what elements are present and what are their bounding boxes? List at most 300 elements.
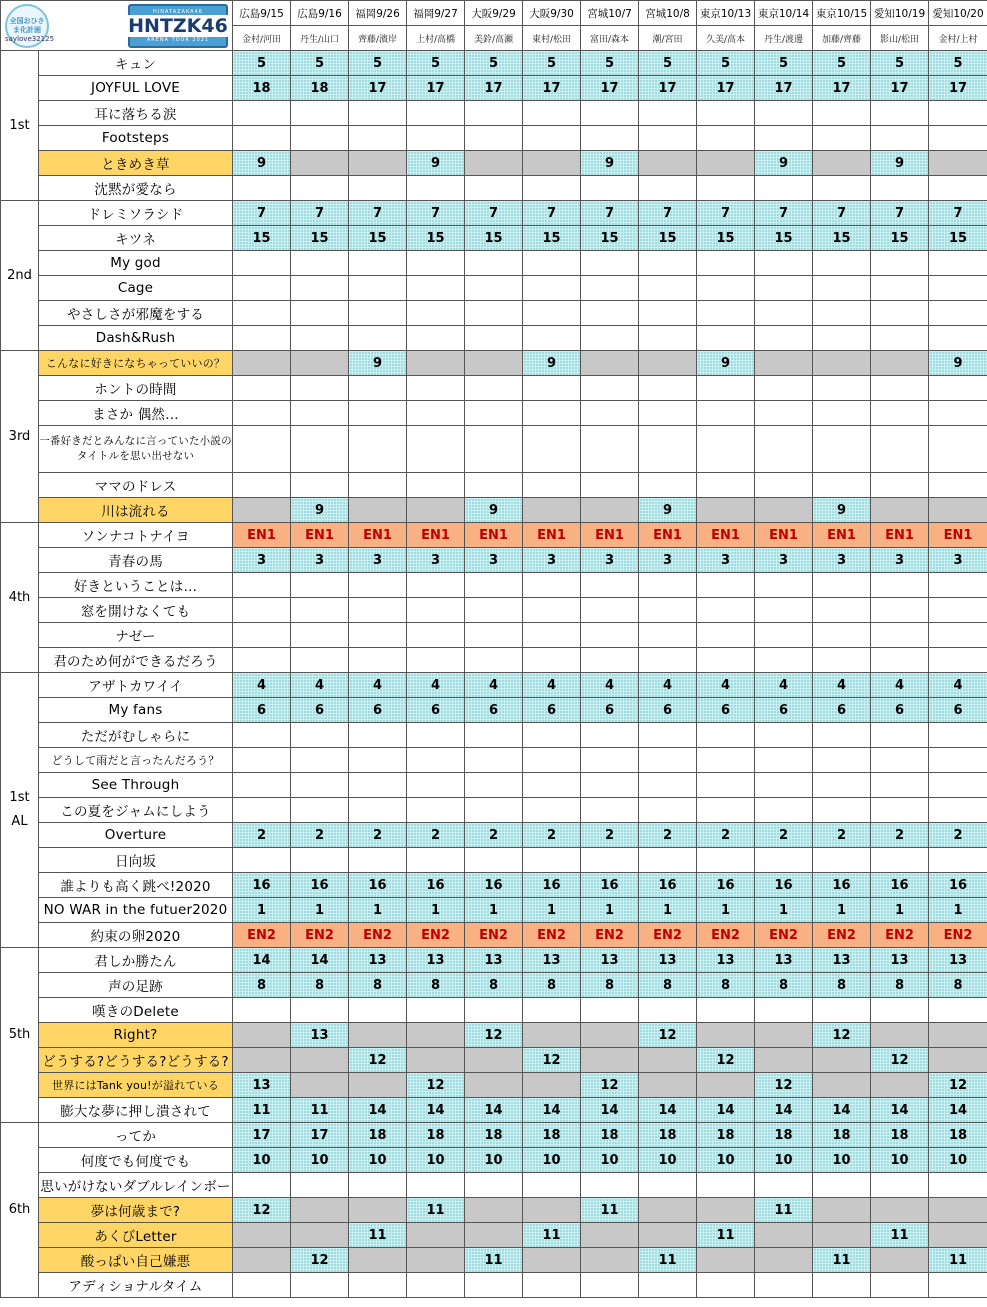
empty-cell: [523, 376, 581, 401]
setlist-order-cell: 10: [233, 1148, 291, 1173]
setlist-order-cell: 15: [233, 226, 291, 251]
setlist-order-cell: 8: [813, 973, 871, 998]
empty-cell: [813, 326, 871, 351]
empty-cell: [291, 426, 349, 473]
setlist-order-cell: 15: [349, 226, 407, 251]
empty-cell: [291, 376, 349, 401]
song-title: 何度でも何度でも: [39, 1148, 233, 1173]
empty-cell: [291, 773, 349, 798]
empty-cell: [813, 798, 871, 823]
setlist-order-cell: 5: [871, 51, 929, 76]
empty-cell: [813, 101, 871, 126]
setlist-order-cell: 13: [639, 948, 697, 973]
setlist-order-cell: 18: [871, 1123, 929, 1148]
setlist-order-cell: 7: [291, 201, 349, 226]
empty-cell: [523, 773, 581, 798]
empty-cell: [639, 326, 697, 351]
empty-cell: [407, 473, 465, 498]
setlist-order-cell: 9: [291, 498, 349, 523]
not-performed-cell: [407, 1023, 465, 1048]
setlist-order-cell: 17: [233, 1123, 291, 1148]
empty-cell: [233, 798, 291, 823]
song-row: [1, 151, 987, 176]
empty-cell: [813, 426, 871, 473]
setlist-order-cell: 7: [639, 201, 697, 226]
empty-cell: [929, 326, 987, 351]
empty-cell: [407, 648, 465, 673]
song-title: 酸っぱい自己嫌悪: [39, 1248, 233, 1273]
setlist-order-cell: 17: [697, 76, 755, 101]
song-title: ドレミソラシド: [39, 201, 233, 226]
empty-cell: [291, 648, 349, 673]
not-performed-cell: [407, 1048, 465, 1073]
not-performed-cell: [697, 1023, 755, 1048]
venue-header: 広島9/15: [233, 1, 291, 26]
song-title: 夢は何歳まで?: [39, 1198, 233, 1223]
empty-cell: [465, 573, 523, 598]
not-performed-cell: [639, 351, 697, 376]
song-row: [1, 998, 987, 1023]
setlist-order-cell: 10: [697, 1148, 755, 1173]
setlist-order-cell: 3: [755, 548, 813, 573]
empty-cell: [465, 623, 523, 648]
setlist-order-cell: 5: [523, 51, 581, 76]
empty-cell: [813, 998, 871, 1023]
song-title: ママのドレス: [39, 473, 233, 498]
empty-cell: [233, 401, 291, 426]
empty-cell: [755, 426, 813, 473]
setlist-order-cell: 14: [697, 1098, 755, 1123]
empty-cell: [581, 426, 639, 473]
setlist-order-cell: 1: [929, 898, 987, 923]
empty-cell: [233, 301, 291, 326]
setlist-order-cell: 14: [871, 1098, 929, 1123]
song-row: [1, 873, 987, 898]
empty-cell: [233, 176, 291, 201]
song-title: Footsteps: [39, 126, 233, 151]
song-row: [1, 1198, 987, 1223]
empty-cell: [697, 326, 755, 351]
setlist-order-cell: 5: [929, 51, 987, 76]
setlist-order-cell: 5: [697, 51, 755, 76]
song-row: [1, 798, 987, 823]
empty-cell: [755, 276, 813, 301]
not-performed-cell: [871, 1198, 929, 1223]
not-performed-cell: [523, 498, 581, 523]
not-performed-cell: [755, 498, 813, 523]
setlist-order-cell: 12: [813, 1023, 871, 1048]
empty-cell: [697, 251, 755, 276]
setlist-order-cell: 4: [639, 673, 697, 698]
setlist-order-cell: 16: [813, 873, 871, 898]
encore-cell: EN2: [755, 923, 813, 948]
song-title: 約束の卵2020: [39, 923, 233, 948]
empty-cell: [465, 101, 523, 126]
empty-cell: [523, 426, 581, 473]
setlist-order-cell: 7: [349, 201, 407, 226]
setlist-order-cell: 8: [755, 973, 813, 998]
setlist-order-cell: 8: [871, 973, 929, 998]
empty-cell: [233, 126, 291, 151]
setlist-order-cell: 4: [291, 673, 349, 698]
empty-cell: [697, 998, 755, 1023]
empty-cell: [407, 276, 465, 301]
setlist-order-cell: 14: [639, 1098, 697, 1123]
song-title: 思いがけないダブルレインボー: [39, 1173, 233, 1198]
not-performed-cell: [929, 1223, 987, 1248]
empty-cell: [349, 573, 407, 598]
setlist-order-cell: 7: [697, 201, 755, 226]
empty-cell: [871, 126, 929, 151]
setlist-order-cell: 9: [755, 151, 813, 176]
not-performed-cell: [291, 151, 349, 176]
setlist-order-cell: 11: [523, 1223, 581, 1248]
empty-cell: [291, 301, 349, 326]
setlist-order-cell: 6: [813, 698, 871, 723]
setlist-order-cell: 14: [465, 1098, 523, 1123]
setlist-order-cell: 2: [291, 823, 349, 848]
song-row: [1, 326, 987, 351]
setlist-order-cell: 1: [523, 898, 581, 923]
setlist-order-cell: 11: [697, 1223, 755, 1248]
empty-cell: [523, 301, 581, 326]
setlist-order-cell: 18: [233, 76, 291, 101]
setlist-order-cell: 16: [523, 873, 581, 898]
empty-cell: [291, 251, 349, 276]
setlist-order-cell: 14: [929, 1098, 987, 1123]
setlist-order-cell: 6: [697, 698, 755, 723]
empty-cell: [581, 1173, 639, 1198]
setlist-order-cell: 13: [407, 948, 465, 973]
encore-cell: EN2: [929, 923, 987, 948]
empty-cell: [291, 723, 349, 748]
empty-cell: [291, 401, 349, 426]
empty-cell: [697, 598, 755, 623]
setlist-order-cell: 2: [581, 823, 639, 848]
setlist-order-cell: 1: [639, 898, 697, 923]
mc-members-header: 潮/宮田: [639, 26, 697, 51]
empty-cell: [465, 773, 523, 798]
setlist-order-cell: 6: [929, 698, 987, 723]
setlist-order-cell: 10: [523, 1148, 581, 1173]
empty-cell: [349, 773, 407, 798]
setlist-order-cell: 4: [871, 673, 929, 698]
setlist-order-cell: 7: [581, 201, 639, 226]
empty-cell: [523, 101, 581, 126]
empty-cell: [349, 401, 407, 426]
setlist-order-cell: 8: [407, 973, 465, 998]
empty-cell: [581, 998, 639, 1023]
empty-cell: [697, 376, 755, 401]
empty-cell: [697, 473, 755, 498]
setlist-order-cell: 4: [465, 673, 523, 698]
song-title: あくびLetter: [39, 1223, 233, 1248]
not-performed-cell: [523, 1073, 581, 1098]
setlist-order-cell: 11: [349, 1223, 407, 1248]
venue-header: 広島9/16: [291, 1, 349, 26]
not-performed-cell: [639, 151, 697, 176]
song-title: アザトカワイイ: [39, 673, 233, 698]
empty-cell: [871, 798, 929, 823]
empty-cell: [755, 623, 813, 648]
empty-cell: [755, 251, 813, 276]
setlist-order-cell: 15: [755, 226, 813, 251]
empty-cell: [349, 176, 407, 201]
not-performed-cell: [755, 1023, 813, 1048]
empty-cell: [465, 648, 523, 673]
song-row: [1, 1023, 987, 1048]
mc-members-header: 齊藤/濱岸: [349, 26, 407, 51]
setlist-order-cell: 2: [755, 823, 813, 848]
setlist-order-cell: 17: [755, 76, 813, 101]
setlist-order-cell: 10: [871, 1148, 929, 1173]
setlist-order-cell: 15: [813, 226, 871, 251]
empty-cell: [523, 623, 581, 648]
empty-cell: [407, 848, 465, 873]
setlist-order-cell: 12: [291, 1248, 349, 1273]
not-performed-cell: [871, 498, 929, 523]
empty-cell: [813, 276, 871, 301]
song-row: [1, 1148, 987, 1173]
song-row: [1, 748, 987, 773]
venue-header: 福岡9/27: [407, 1, 465, 26]
setlist-order-cell: 15: [523, 226, 581, 251]
song-title: 川は流れる: [39, 498, 233, 523]
empty-cell: [465, 251, 523, 276]
not-performed-cell: [929, 151, 987, 176]
empty-cell: [465, 426, 523, 473]
not-performed-cell: [407, 498, 465, 523]
encore-cell: EN1: [233, 523, 291, 548]
empty-cell: [349, 376, 407, 401]
not-performed-cell: [813, 151, 871, 176]
tour-logo-circle: 全国おひさま化計画: [5, 4, 49, 48]
song-title: Cage: [39, 276, 233, 301]
not-performed-cell: [813, 1198, 871, 1223]
empty-cell: [639, 426, 697, 473]
empty-cell: [465, 473, 523, 498]
mc-members-header: 富田/森本: [581, 26, 639, 51]
empty-cell: [291, 1173, 349, 1198]
setlist-order-cell: 18: [523, 1123, 581, 1148]
setlist-order-cell: 14: [233, 948, 291, 973]
not-performed-cell: [349, 1198, 407, 1223]
setlist-order-cell: 17: [581, 76, 639, 101]
empty-cell: [581, 101, 639, 126]
empty-cell: [523, 798, 581, 823]
not-performed-cell: [407, 351, 465, 376]
setlist-order-cell: 5: [639, 51, 697, 76]
setlist-order-cell: 2: [523, 823, 581, 848]
setlist-order-cell: 17: [929, 76, 987, 101]
empty-cell: [639, 998, 697, 1023]
encore-cell: EN2: [871, 923, 929, 948]
empty-cell: [755, 848, 813, 873]
mc-members-header: 影山/松田: [871, 26, 929, 51]
setlist-order-cell: 12: [523, 1048, 581, 1073]
empty-cell: [755, 101, 813, 126]
song-row: [1, 1048, 987, 1073]
setlist-order-cell: 8: [291, 973, 349, 998]
setlist-order-cell: 17: [349, 76, 407, 101]
album-section-label: 6th: [1, 1123, 39, 1298]
empty-cell: [813, 126, 871, 151]
empty-cell: [581, 798, 639, 823]
song-title: JOYFUL LOVE: [39, 76, 233, 101]
setlist-order-cell: 9: [523, 351, 581, 376]
empty-cell: [581, 326, 639, 351]
song-row: [1, 598, 987, 623]
setlist-order-cell: 15: [465, 226, 523, 251]
setlist-order-cell: 16: [233, 873, 291, 898]
setlist-order-cell: 16: [581, 873, 639, 898]
setlist-order-cell: 18: [465, 1123, 523, 1148]
song-title: Overture: [39, 823, 233, 848]
song-title: 窓を開けなくても: [39, 598, 233, 623]
empty-cell: [639, 748, 697, 773]
empty-cell: [755, 798, 813, 823]
not-performed-cell: [349, 1073, 407, 1098]
setlist-order-cell: 7: [755, 201, 813, 226]
empty-cell: [929, 426, 987, 473]
setlist-order-cell: 5: [465, 51, 523, 76]
empty-cell: [755, 998, 813, 1023]
empty-cell: [349, 848, 407, 873]
not-performed-cell: [697, 1248, 755, 1273]
setlist-order-cell: 15: [407, 226, 465, 251]
empty-cell: [523, 326, 581, 351]
empty-cell: [639, 376, 697, 401]
empty-cell: [929, 598, 987, 623]
setlist-order-cell: 7: [233, 201, 291, 226]
setlist-order-cell: 14: [581, 1098, 639, 1123]
empty-cell: [639, 176, 697, 201]
empty-cell: [929, 998, 987, 1023]
empty-cell: [871, 773, 929, 798]
album-section-label: 4th: [1, 523, 39, 673]
song-title: キュン: [39, 51, 233, 76]
empty-cell: [871, 1173, 929, 1198]
empty-cell: [523, 176, 581, 201]
not-performed-cell: [871, 1023, 929, 1048]
empty-cell: [755, 773, 813, 798]
song-row: [1, 573, 987, 598]
empty-cell: [639, 598, 697, 623]
setlist-order-cell: 4: [407, 673, 465, 698]
empty-cell: [581, 598, 639, 623]
empty-cell: [813, 648, 871, 673]
song-row: [1, 948, 987, 973]
encore-cell: EN2: [639, 923, 697, 948]
empty-cell: [523, 648, 581, 673]
encore-cell: EN2: [697, 923, 755, 948]
setlist-order-cell: 6: [291, 698, 349, 723]
empty-cell: [349, 101, 407, 126]
empty-cell: [291, 798, 349, 823]
setlist-order-cell: 16: [697, 873, 755, 898]
song-title: ホントの時間: [39, 376, 233, 401]
setlist-order-cell: 9: [581, 151, 639, 176]
empty-cell: [523, 126, 581, 151]
empty-cell: [639, 301, 697, 326]
song-title: Dash&Rush: [39, 326, 233, 351]
not-performed-cell: [639, 1073, 697, 1098]
empty-cell: [407, 176, 465, 201]
not-performed-cell: [581, 351, 639, 376]
empty-cell: [929, 101, 987, 126]
setlist-order-cell: 17: [291, 1123, 349, 1148]
song-row: [1, 376, 987, 401]
empty-cell: [813, 598, 871, 623]
not-performed-cell: [697, 1073, 755, 1098]
setlist-order-cell: 8: [581, 973, 639, 998]
song-title: 君のため何ができるだろう: [39, 648, 233, 673]
empty-cell: [349, 126, 407, 151]
empty-cell: [581, 401, 639, 426]
setlist-order-cell: 13: [581, 948, 639, 973]
empty-cell: [291, 176, 349, 201]
not-performed-cell: [871, 1073, 929, 1098]
setlist-order-cell: 11: [233, 1098, 291, 1123]
empty-cell: [291, 748, 349, 773]
empty-cell: [407, 723, 465, 748]
setlist-order-cell: 3: [291, 548, 349, 573]
empty-cell: [813, 573, 871, 598]
setlist-order-cell: 18: [291, 76, 349, 101]
not-performed-cell: [581, 1223, 639, 1248]
song-row: [1, 723, 987, 748]
empty-cell: [407, 376, 465, 401]
not-performed-cell: [871, 351, 929, 376]
empty-cell: [349, 326, 407, 351]
setlist-order-cell: 2: [465, 823, 523, 848]
empty-cell: [871, 598, 929, 623]
empty-cell: [755, 326, 813, 351]
empty-cell: [465, 376, 523, 401]
empty-cell: [755, 1273, 813, 1298]
empty-cell: [407, 773, 465, 798]
empty-cell: [639, 798, 697, 823]
empty-cell: [813, 376, 871, 401]
song-title: My fans: [39, 698, 233, 723]
empty-cell: [349, 276, 407, 301]
not-performed-cell: [233, 1223, 291, 1248]
venue-header: 東京10/14: [755, 1, 813, 26]
not-performed-cell: [871, 1248, 929, 1273]
empty-cell: [523, 723, 581, 748]
setlist-order-cell: 7: [523, 201, 581, 226]
song-row: [1, 51, 987, 76]
setlist-order-cell: 13: [813, 948, 871, 973]
setlist-order-cell: 17: [407, 76, 465, 101]
not-performed-cell: [813, 1048, 871, 1073]
setlist-order-cell: 1: [465, 898, 523, 923]
empty-cell: [929, 1273, 987, 1298]
setlist-order-cell: 5: [755, 51, 813, 76]
encore-cell: EN1: [465, 523, 523, 548]
empty-cell: [407, 798, 465, 823]
empty-cell: [871, 998, 929, 1023]
mc-members-header: 東村/松田: [523, 26, 581, 51]
empty-cell: [581, 251, 639, 276]
encore-cell: EN2: [291, 923, 349, 948]
setlist-order-cell: 13: [233, 1073, 291, 1098]
setlist-order-cell: 16: [291, 873, 349, 898]
empty-cell: [523, 401, 581, 426]
venue-header: 大阪9/30: [523, 1, 581, 26]
setlist-order-cell: 5: [291, 51, 349, 76]
song-row: [1, 1098, 987, 1123]
